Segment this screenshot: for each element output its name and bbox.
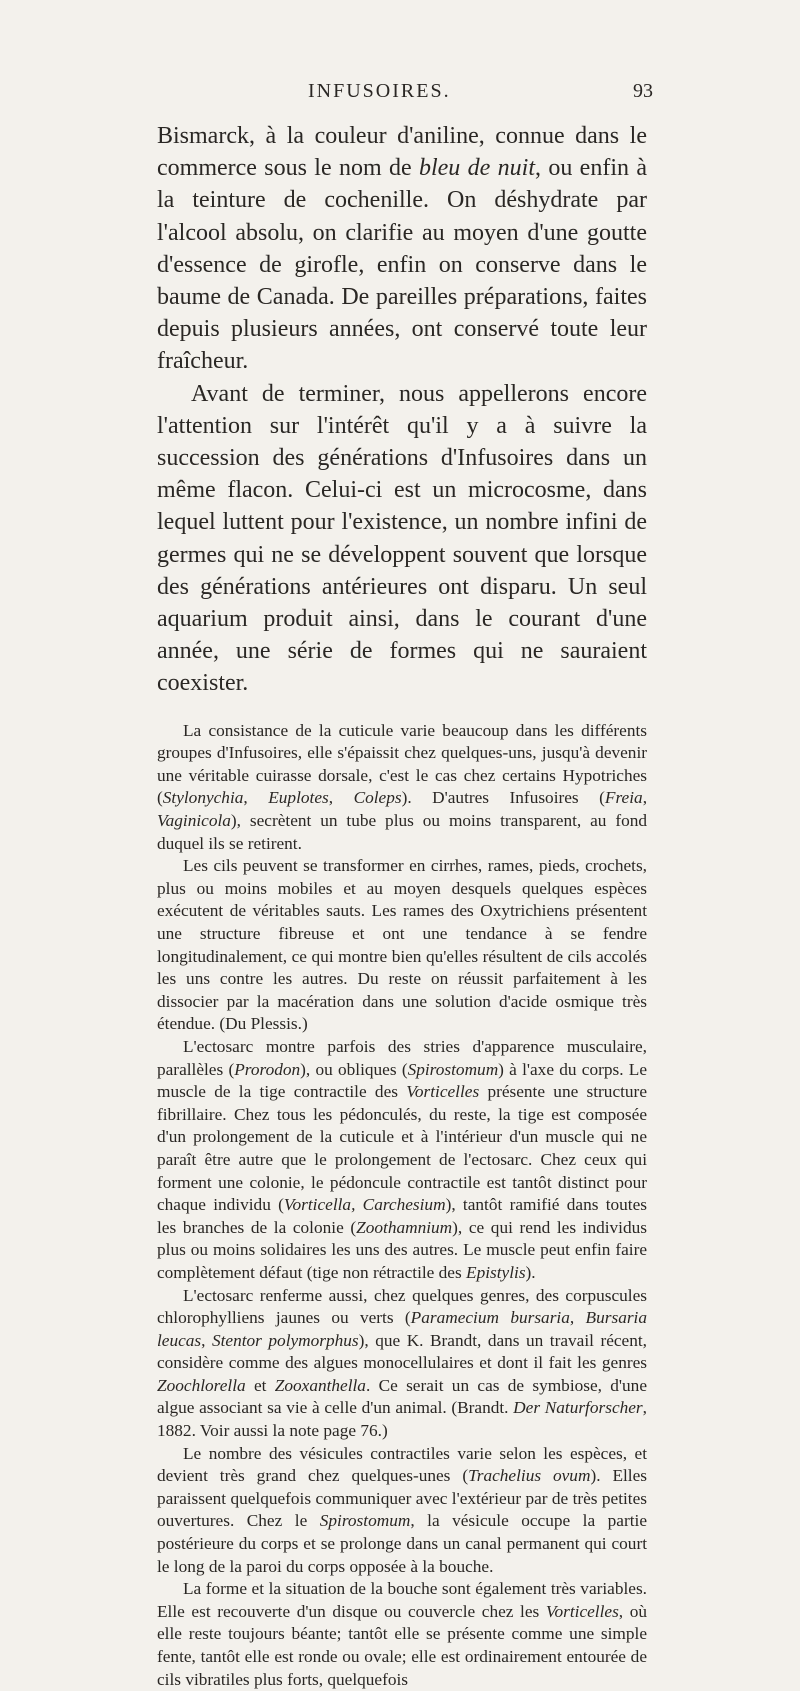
main-paragraph-1: Bismarck, à la couleur d'aniline, connue dans le commerce sous le nom de bleu de nuit, ou enfin à la teinture de cochenille. On déshydrate par l'alcool absolu, on clarifie au moyen d'une goutte d'essence de girofle, enfin on conserve dans le baume de Canada. De pareilles préparations, faites depuis plusieurs années, ont conservé toute leur fraîcheur. [157, 123, 647, 375]
note-cilia: Les cils peuvent se transformer en cirrhes, rames, pieds, crochets, plus ou moins mobiles et au moyen desquels quelques espèces exécutent de véritables sauts. Les rames des Oxytrichiens présentent une structure fibreuse et ont une tendance à se fendre longitudinalement, ce qui montre bien qu'elles résultent de cils accolés les uns contre les autres. Du reste on réussit parfaitement à les dissocier par la macération dans une solution d'acide osmique très étendue. (Du Plessis.) [157, 856, 647, 1034]
page-number: 93 [633, 80, 653, 102]
main-text [157, 120, 647, 700]
note-vesicles: Le nombre des vésicules contractiles varie selon les espèces, et devient très grand chez quelques-unes (Trachelius ovum). Elles paraissent quelquefois communiquer avec l'extérieur par de très petites ouvertures. Chez le Spirostomum, la vésicule occupe la partie postérieure du corps et se prolonge dans un canal permanent qui court le long de la paroi du corps opposée à la bouche. [157, 1443, 647, 1576]
note-ectosarc: L'ectosarc montre parfois des stries d'apparence musculaire, parallèles (Prorodon), ou obliques (Spirostomum) à l'axe du corps. Le muscle de la tige contractile des Vorticelles présente une structure fibrillaire. Chez tous les pédonculés, du reste, la tige est composée d'un prolongement de la cuticule et à l'intérieur d'un muscle qui ne paraît être autre que le prolongement de l'ectosarc. Chez ceux qui forment une colonie, le pédoncule contractile est tantôt distinct pour chaque individu (Vorticella, Carchesium), tantôt ramifié dans toutes les branches de la colonie (Zoothamnium), ce qui rend les individus plus ou moins solidaires les uns des autres. Le muscle peut enfin faire complètement défaut (tige non rétractile des Epistylis). [157, 1036, 648, 1282]
page-body [157, 120, 647, 1691]
notes-section [157, 720, 647, 1691]
main-paragraph-2: Avant de terminer, nous appellerons encore l'attention sur l'intérêt qu'il y a à suivre la succession des générations d'Infusoires dans un même flacon. Celui-ci est un microcosme, dans lequel luttent pour l'existence, un nombre infini de germes qui ne se développent souvent que lorsque des générations antérieures ont disparu. Un seul aquarium produit ainsi, dans le courant d'une année, une série de formes qui ne sauraient coexister. [157, 380, 647, 697]
running-title: INFUSOIRES. [308, 80, 451, 102]
page-header [0, 80, 800, 110]
note-cuticle: La consistance de la cuticule varie beaucoup dans les différents groupes d'Infusoires, elle s'épaissit chez quelques-uns, jusqu'à devenir une véritable cuirasse dorsale, c'est le cas chez certains Hypotriches (Stylonychia, Euplotes, Coleps). D'autres Infusoires (Freia, Vaginicola), secrètent un tube plus ou moins transparent, au fond duquel ils se retirent. [157, 720, 648, 853]
note-mouth: La forme et la situation de la bouche sont également très variables. Elle est recouverte d'un disque ou couvercle chez les Vorticelles, où elle reste toujours béante; tantôt elle se présente comme une simple fente, tantôt elle est ronde ou ovale; elle est ordinairement entourée de cils vibratiles plus forts, quelquefois [157, 1579, 648, 1689]
note-chlorophyll: L'ectosarc renferme aussi, chez quelques genres, des corpuscules chlorophylliens jaunes ou verts (Paramecium bursaria, Bursaria leucas, Stentor polymorphus), que K. Brandt, dans un travail récent, considère comme des algues monocellulaires et dont il fait les genres Zoochlorella et Zooxanthella. Ce serait un cas de symbiose, d'une algue associant sa vie à celle d'un animal. (Brandt. Der Naturforscher, 1882. Voir aussi la note page 76.) [157, 1285, 648, 1441]
